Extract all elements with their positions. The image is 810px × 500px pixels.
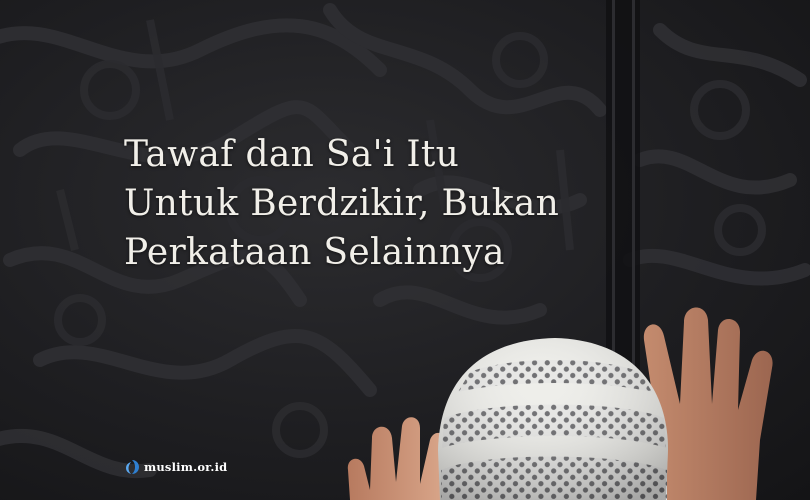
headline-line-3: Perkataan Selainnya bbox=[124, 232, 505, 273]
headline-line-2: Untuk Berdzikir, Bukan bbox=[124, 183, 560, 224]
headline-line-1: Tawaf dan Sa'i Itu bbox=[124, 134, 460, 175]
left-hand bbox=[348, 417, 446, 500]
headline bbox=[124, 130, 559, 277]
muslim-or-id-logo-icon bbox=[124, 459, 140, 475]
brand-watermark bbox=[124, 459, 227, 475]
brand-name: muslim.or.id bbox=[144, 460, 228, 474]
